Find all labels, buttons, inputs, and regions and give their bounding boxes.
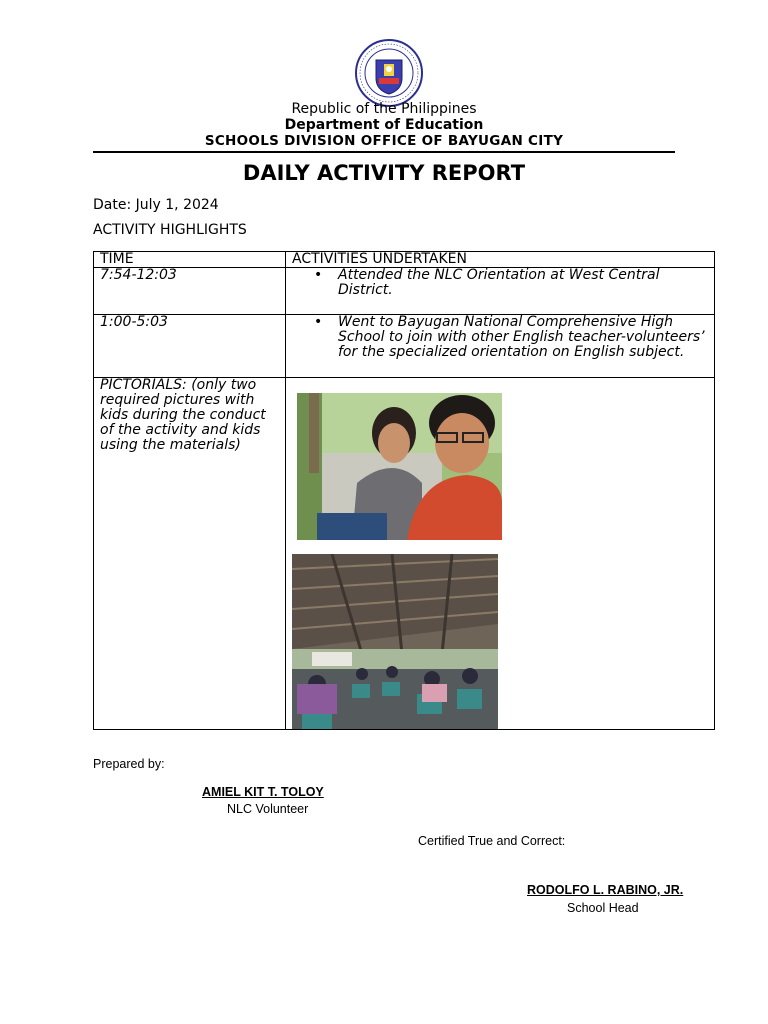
report-title: DAILY ACTIVITY REPORT [242, 161, 526, 185]
selfie-photo [297, 393, 502, 540]
col-header-time: TIME [94, 252, 286, 268]
report-date: Date: July 1, 2024 [93, 197, 219, 213]
prepared-by-label: Prepared by: [93, 757, 165, 771]
activity-text: Attended the NLC Orientation at West Central District. [338, 267, 660, 298]
row-time: 1:00-5:03 [94, 315, 286, 378]
preparer-name: AMIEL KIT T. TOLOY [202, 785, 324, 799]
deped-seal-logo [354, 38, 424, 108]
header-republic: Republic of the Philippines [291, 101, 477, 117]
covered-court-photo [292, 554, 498, 729]
col-header-activities: ACTIVITIES UNDERTAKEN [286, 252, 715, 268]
row-activity [286, 315, 715, 378]
table-row [94, 315, 715, 378]
table-header-row [94, 252, 715, 268]
header-divider [93, 151, 675, 153]
pictorials-label: PICTORIALS: (only two required pictures with kids during the conduct of the activity and kids using the materials) [94, 378, 286, 730]
preparer-role: NLC Volunteer [227, 802, 309, 816]
header-department: Department of Education [284, 117, 484, 133]
row-activity [286, 268, 715, 315]
activity-text: Went to Bayugan National Comprehensive High School to join with other English teacher-volunteers’ for the specialized orientation on English subject. [338, 314, 705, 360]
certifier-name: RODOLFO L. RABINO, JR. [527, 883, 684, 897]
certifier-role: School Head [567, 901, 639, 915]
bullet-icon: • [314, 314, 323, 330]
table-row [94, 268, 715, 315]
certified-label: Certified True and Correct: [418, 834, 566, 848]
bullet-icon: • [314, 267, 323, 283]
row-time: 7:54-12:03 [94, 268, 286, 315]
header-division-office: SCHOOLS DIVISION OFFICE OF BAYUGAN CITY [204, 133, 564, 149]
activity-highlights-label: ACTIVITY HIGHLIGHTS [93, 222, 247, 238]
